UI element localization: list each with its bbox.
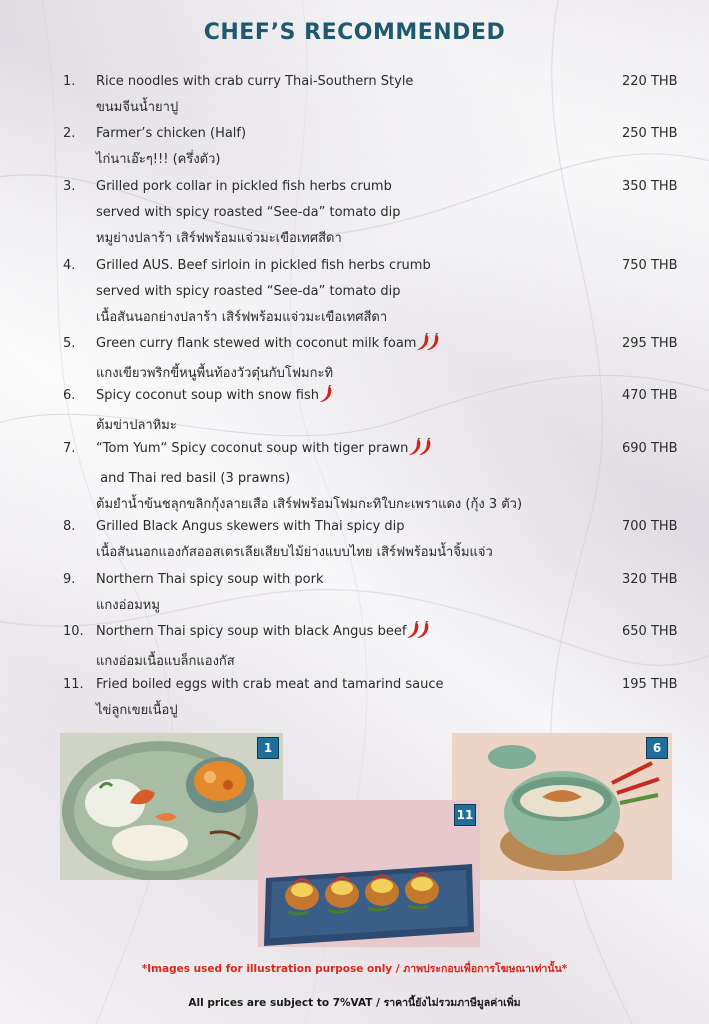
item-price: 320 THB [622, 572, 678, 587]
item-name: Grilled pork collar in pickled fish herbs crumb [96, 179, 392, 194]
item-number: 3. [63, 179, 76, 194]
dish-illustration [452, 733, 672, 880]
item-price: 690 THB [622, 441, 678, 456]
item-price: 650 THB [622, 624, 678, 639]
item-number: 1. [63, 74, 76, 89]
double-chili-icon [407, 621, 431, 649]
item-price: 470 THB [622, 388, 678, 403]
dish-photo-coconut-soup [452, 733, 672, 880]
illustration-disclaimer: *Images used for illustration purpose only / ภาพประกอบเพื่อการโฆษณาเท่านั้น* [141, 963, 568, 975]
item-name-thai: ต้มข่าปลาหิมะ [96, 418, 177, 433]
photo-badge: 6 [646, 737, 668, 759]
item-name-thai: แกงเขียวพริกขี้หนูพื้นท้องวัวตุ๋นกับโฟมกะทิ [96, 366, 334, 381]
item-name-thai: แกงอ่อมเนื้อแบล็กแองกัส [96, 654, 235, 669]
photo-badge: 1 [257, 737, 279, 759]
item-number: 6. [63, 388, 76, 403]
item-number: 10. [63, 624, 84, 639]
item-name-thai: แกงอ่อมหมู [96, 598, 160, 613]
item-name: Farmer’s chicken (Half) [96, 126, 247, 141]
item-price: 700 THB [622, 519, 678, 534]
vat-notice: All prices are subject to 7%VAT / ราคานี้ยังไม่รวมภาษีมูลค่าเพิ่ม [188, 997, 521, 1009]
item-price: 250 THB [622, 126, 678, 141]
item-name-line2: served with spicy roasted “See-da” tomato dip [96, 205, 401, 220]
dish-photo-rice-noodles [60, 733, 283, 880]
item-name: Fried boiled eggs with crab meat and tamarind sauce [96, 677, 444, 692]
item-number: 2. [63, 126, 76, 141]
item-name: Grilled Black Angus skewers with Thai spicy dip [96, 519, 405, 534]
item-name-thai: ขนมจีนน้ำยาปู [96, 100, 179, 115]
item-name-line2: and Thai red basil (3 prawns) [96, 471, 291, 486]
item-name: Northern Thai spicy soup with pork [96, 572, 324, 587]
item-name-thai: ไข่ลูกเขยเนื้อปู [96, 703, 178, 718]
double-chili-icon [417, 333, 441, 361]
item-number: 7. [63, 441, 76, 456]
double-chili-icon [409, 438, 433, 466]
item-number: 9. [63, 572, 76, 587]
item-name-thai: ไก่นาเอ๊ะๆ!!! (ครึ่งตัว) [96, 152, 221, 167]
item-price: 350 THB [622, 179, 678, 194]
item-name-line2: served with spicy roasted “See-da” tomato dip [96, 284, 401, 299]
photo-badge: 11 [454, 804, 476, 826]
page-title: CHEF’S RECOMMENDED [203, 20, 506, 45]
item-number: 5. [63, 336, 76, 351]
item-name: Rice noodles with crab curry Thai-Southern Style [96, 74, 414, 89]
item-name: Green curry flank stewed with coconut milk foam [96, 336, 417, 351]
item-name-thai: เนื้อสันนอกย่างปลาร้า เสิร์ฟพร้อมแจ่วมะเขือเทศสีดา [96, 310, 388, 325]
item-name: Grilled AUS. Beef sirloin in pickled fish herbs crumb [96, 258, 431, 273]
item-price: 195 THB [622, 677, 678, 692]
dish-illustration [258, 800, 480, 947]
item-name-thai: เนื้อสันนอกแองกัสออสเตรเลียเสียบไม้ย่างแบบไทย เสิร์ฟพร้อมน้ำจิ้มแจ่ว [96, 545, 493, 560]
item-name-thai: ต้มยำน้ำข้นชลุกขลิกกุ้งลายเสือ เสิร์ฟพร้อมโฟมกะทิใบกะเพราแดง (กุ้ง 3 ตัว) [96, 497, 523, 512]
dish-illustration [60, 733, 283, 880]
item-name-thai: หมูย่างปลาร้า เสิร์ฟพร้อมแจ่วมะเขือเทศสีดา [96, 231, 342, 246]
item-price: 295 THB [622, 336, 678, 351]
item-number: 11. [63, 677, 84, 692]
item-price: 220 THB [622, 74, 678, 89]
chili-icon [320, 385, 334, 413]
item-name: Northern Thai spicy soup with black Angus beef [96, 624, 407, 639]
item-number: 4. [63, 258, 76, 273]
item-name: “Tom Yum“ Spicy coconut soup with tiger prawn [96, 441, 409, 456]
item-number: 8. [63, 519, 76, 534]
item-name: Spicy coconut soup with snow fish [96, 388, 319, 403]
dish-photo-fried-eggs [258, 800, 480, 947]
item-price: 750 THB [622, 258, 678, 273]
